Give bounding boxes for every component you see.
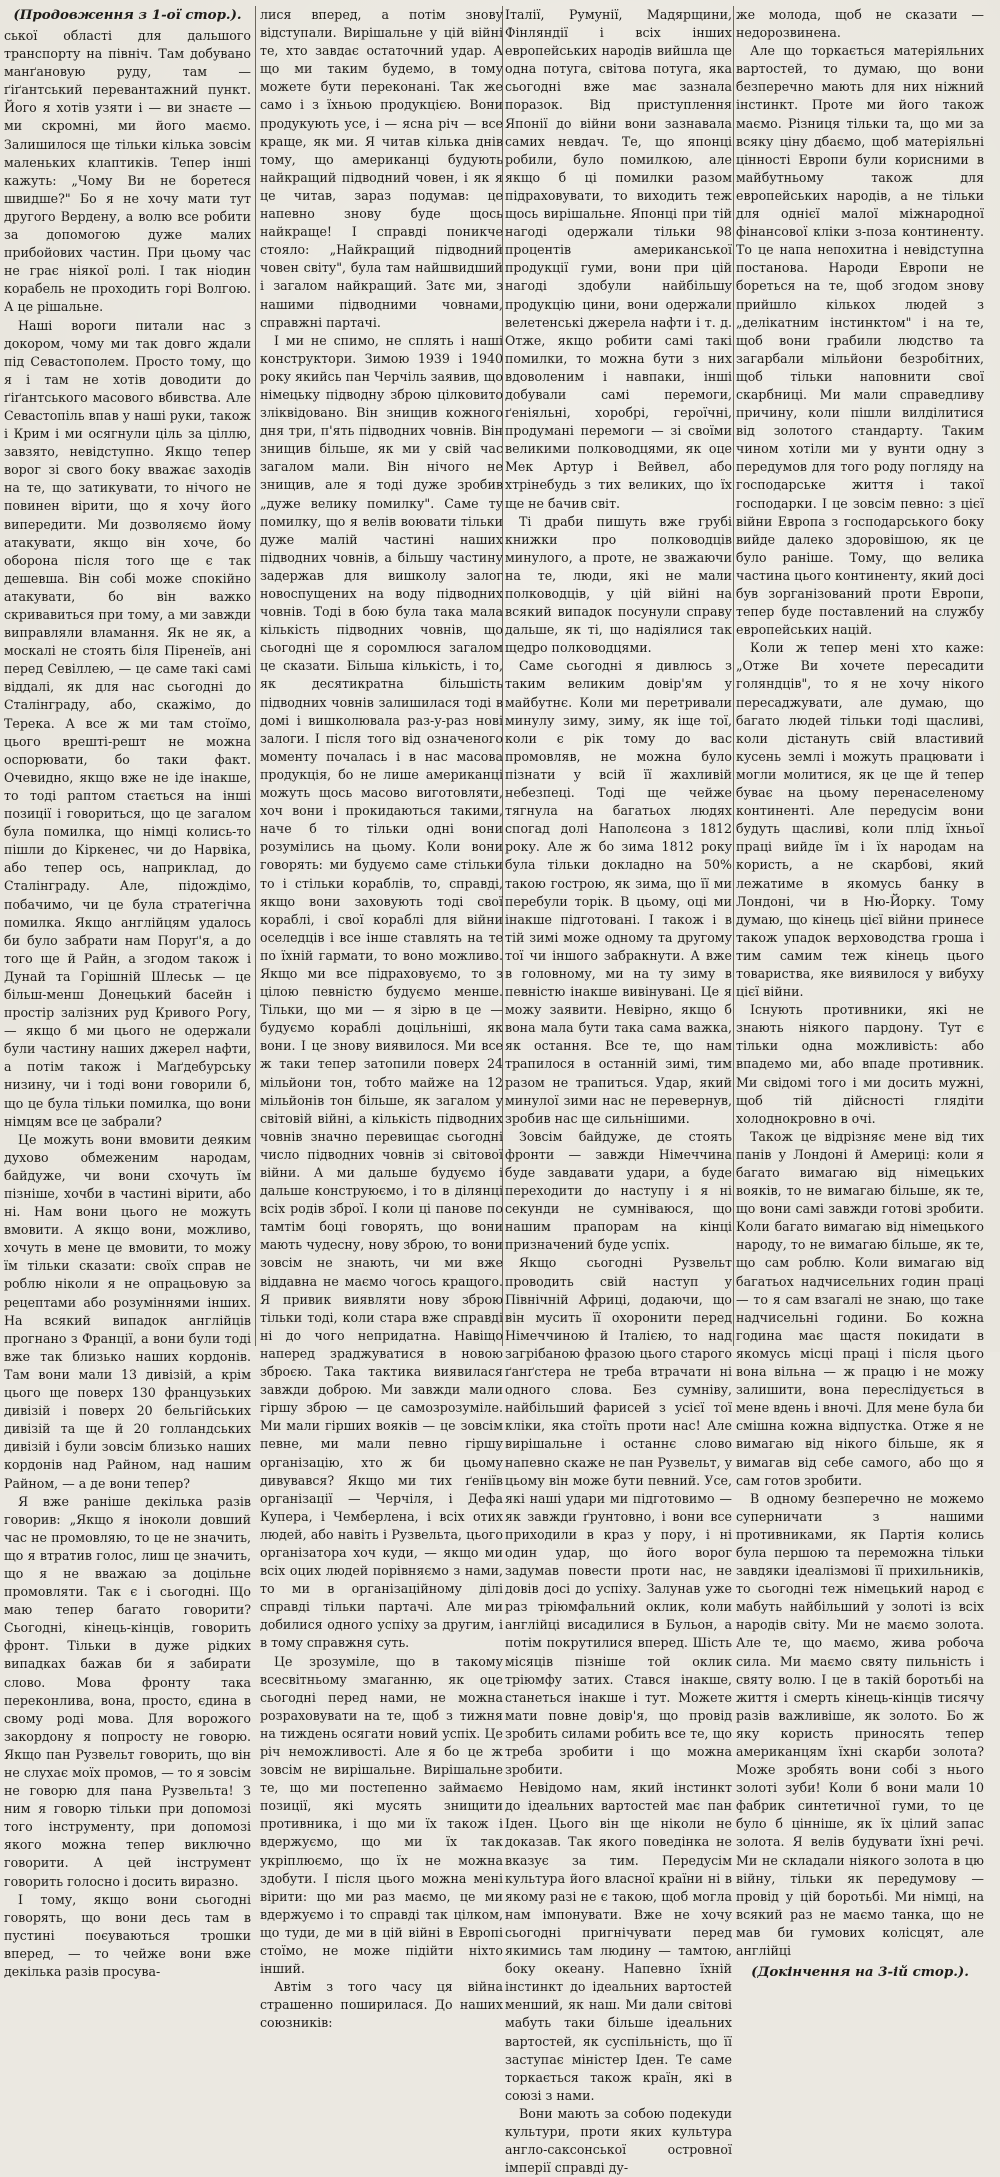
paragraph: І ми не спимо, не сплять і наші конструктори. Зимою 1939 і 1940 року якийсь пан Черчіль заявив, що німецьку підводну зброю цілковито зліквідовано. Він знищив кожного дня три, п'ять підводних човнів. Він знищив більше, як ми у свій час загалом мали. Він нічого не знищив, але я тоді дуже зробив „дуже велику помилку". Саме ту помилку, що я велів воювати тільки дуже малій частині наших підводних човнів, а більшу частину задержав для вишколу залог новоспущених на воду підводних човнів. Тоді в бою була така мала кількість підводних човнів, що сьогодні ще я соромлюся загалом це сказати. Більша кількість, і то, як десятикратна більшість підводних човнів залишилася тоді в домі і вишколювала раз-у-раз нові залоги. І після того від означеного моменту почалась і в нас масова продукція, бо не лише американці можуть щось масово виготовляти, хоч вони і прокидаються такими, наче б то тільки одні вони розумілись на цьому. Коли вони говорять: ми будуємо саме стільки то і стільки кораблів, то, справді, якщо вони заховують тоді свої кораблі, і свої кораблі для війни оселедців і все інше ставлять на те по їхній гармати, то воно можливо. Якщо ми все підраховуємо, то з цілою певністю будуємо менше. Тільки, що ми — я зірю в це — будуємо кораблі доцільніші, як вони. І це знову виявилося. Ми все ж таки тепер затопили поверх 24 мільйони тон, тобто майже на 12 мільйонів тон більше, як загалом у світовій війні, а кількість підводних човнів значно перевищає сьогодні число підводних човнів зі світової війни. А ми дальше будуємо і дальше конструюємо, і то в ділянці всіх родів зброї. І коли ці панове по тамтім боці говорять, що вони мають чудесну, нову зброю, то вони зовсім не знають, чи ми вже віддавна не маємо чогось кращого. Я привик виявляти нову зброю тільки тоді, коли стара вже справді ні до чого непридатна. Навіщо наперед зраджуватися в новою зброєю. Така тактика виявилася завжди доброю. Ми завжди мали гіршу зброю — це самозрозуміле. Ми мали гірших вояків — це зовсім певне, ми мали певно гіршу організацію, хто ж би цьому дивувався? Якщо ми тих ґеніїв організації — Черчіля, і Дефа Купера, і Чемберлена, і всіх отих людей, або навіть і Рузвельта, цього організатора хоч куди, — якщо ми всіх оцих людей порівняємо з нами, то ми в організаційному ділі справді тільки партачі. Але ми добилися одного успіху за другим, і в тому справжня суть. xyxy=(260,332,503,1651)
paragraph: Італії, Румунії, Мадярщини, Фінляндії і всіх інших европейських народів вийшла ще одна потуга, світова потуга, яка сьогодні вже має зазнала поразок. Від приступлення Японії до війни вони зазнавала самих невдач. Те, що японці робили, було помилкою, але якщо б ці помилки разом підраховувати, то виходить теж щось вирішальне. Японці при тій нагоді одержали тільки 98 процентів американської продукції гуми, вони при цій нагоді здобули найбільшу продукцію цини, вони одержали велетенські джерела нафти і т. д. Отже, якщо робити самі такі помилки, то можна бути з них вдоволеним і навпаки, інші добували самі перемоги, ґеніяльні, хоробрі, героїчні, продумані перемоги — зі своїми великими полководцями, як оце Мек Артур і Вейвел, або хтрінебудь з тих великих, що їх ще не бачив світ. xyxy=(505,7,732,511)
paragraph: Якщо сьогодні Рузвельт проводить свій наступ у Північній Африці, додаючи, що він мусить її охоронити перед Німеччиною й Італією, то над загрібаною фразою цього старого ґанґстера не треба втрачати ні одного слова. Без сумніву, найбільший фарисей з усієї тої кліки, яка стоїть проти нас! Але вирішальне і останнє слово напевно скаже не пан Рузвельт, у цьому він може бути певний. Усе, які наші удари ми підготовимо — як завжди ґрунтовно, і вони все приходили в краз у пору, і ні один удар, що його ворог задумав повести проти нас, не довів досі до успіху. Залунав уже раз тріюмфальний оклик, коли англійці висадилися в Бульон, а потім покрутилися вперед. Шість місяців пізніше той оклик тріюмфу затих. Стався інакше, станеться інакше і тут. Можете мати повне довір'я, що провід зробить силами робить все те, що треба зробити і що можна зробити. xyxy=(505,1255,732,1778)
paragraph: Зовсім байдуже, де стоять фронти — завжди Німеччина буде завдавати удари, а буде переходити до наступу і я ні секунди не сумніваюся, що нашим прапорам на кінці призначений буде успіх. xyxy=(505,1128,732,1253)
paragraph: Це можуть вони вмовити деяким духово обмеженим народам, байдуже, чи вони схочуть їм пізніше, хочби в частині вірити, або ні. Нам вони цього не можуть вмовити. А якщо вони, можливо, хочуть в мене це вмовити, то можу їм тільки сказати: своїх справ не роблю ніколи я не опрацьовую за рецептами або розуміннями інших. На всякий випадок англійців прогнано з Франції, а вони були тоді вже так близько наших кордонів. Там вони мали 13 дивізій, а крім цього ще поверх 130 французьких дивізій і поверх 20 бельгійських дивізій та ще й 20 голландських дивізій і були зовсім близько наших кордонів над Райном, над нашим Райном, — а де вони тепер? xyxy=(4,1131,251,1491)
paragraph: Автім з того часу ця війна страшенно поширилася. До наших союзників: xyxy=(260,1979,503,2031)
paragraph: В одному безперечно не можемо суперничати з нашими противниками, як Партія колись була першою та переможна тільки завдяки ідеалізмові її прихильників, то сьогодні теж німецький народ є мабуть найбільший у золоті із всіх народів світу. Ми не маємо золота. Але те, що маємо, жива робоча сила. Ми маємо святу пильність і святу волю. І це в такій боротьбі на життя і смерть кінець-кінців тисячу разів важливіше, як золото. Бо ж яку користь приносять тепер американцям їхні скарби золота? Може зробять вони собі з нього золоті зуби! Коли б вони мали 10 фабрик синтетичної гуми, то це було б цінніше, як їх цілий запас золота. Я велів будувати їхні речі. Ми не складали ніякого золота в цю війну, тільки як передумову — провід у цій боротьбі. Ми німці, на всякий раз не маємо танка, що не мав би гумових колісцят, але англійці xyxy=(736,1490,984,1959)
paragraph: Ті драби пишуть вже грубі книжки про полководців минулого, а проте, не зважаючи на те, люди, які не мали полководців, у цій війні на всякий випадок посунули справу дальше, як ті, що надіялися так щедро полководцями. xyxy=(505,513,732,656)
paragraph: Коли ж тепер мені хто каже: „Отже Ви хочете пересадити голяндців", то я не хочу нікого пересаджувати, але думаю, що багато людей тільки тоді щасливі, коли дістануть свій властивий кусень землі і можуть працювати і могли молитися, як це ще й тепер буває на цьому перенаселеному континенті. Але передусім вони будуть щасливі, коли плід їхньої праці вийде їм і їх народам на користь, а не скарбові, який лежатиме в якомусь банку в Лондоні, чи в Ню-Йорку. Тому думаю, що кінець цієї війни принесе також упадок верховодства гроша і тим самим теж кінець цього товариства, яке виявилося у вибуху цієї війни. xyxy=(736,640,984,1000)
paragraph: Я вже раніше декілька разів говорив: „Якщо я іноколи довший час не промовляю, то це не значить, що я втратив голос, лиш це значить, що я не вважаю за доцільне промовляти. Так є і сьогодні. Що маю тепер багато говорити? Сьогодні, кінець-кінців, говорить фронт. Тільки в дуже рідких випадках бажав би я забирати слово. Мова фронту така переконлива, вона, просто, єдина в свому роді мова. Для ворожого закордону я попросту не говорю. Якщо пан Рузвельт говорить, що він не слухає моїх промов, — то я зовсім не говорю для пана Рузвельта! З ним я говорю тільки при допомозі того інструменту, при допомозі якого можна тепер виключно говорити. А цей інструмент говорить голосно і досить виразно. xyxy=(4,1493,251,1889)
column-2 xyxy=(260,6,503,2031)
column-rule xyxy=(255,6,256,1346)
paragraph: же молода, щоб не сказати — недорозвинена. xyxy=(736,7,984,41)
column-1 xyxy=(4,6,251,1980)
paragraph: Це зрозуміле, що в такому всесвітньому змаганню, як оце сьогодні перед нами, не можна розраховувати на те, щоб з тижня на тиждень осягати новий успіх. Це річ неможливості. Але я бо це ж зовсім не вирішальне. Вирішальне те, що ми постепенно займаємо позиції, які мусять знищити противника, і що ми їх також і вдержуємо, що ми їх так укріплюємо, що їх не можна здобути. І після цього можна мені вірити: що ми раз маємо, це ми вдержуємо і то справді так цілком, що туди, де ми в цій війні в Европі стоїмо, не може підійти ніхто інший. xyxy=(260,1653,503,1977)
paragraph: Також це відрізняє мене від тих панів у Лондоні й Америці: коли я багато вимагаю від німецьких вояків, то не вимагаю більше, як те, що вони самі завжди готові зробити. Коли багато вимагаю від німецького народу, то не вимагаю більше, як те, що сам роблю. Коли вимагаю від багатьох надчисельних годин праці — то я сам взагалі не знаю, що таке надчисельні години. Бо кожна година має щастя покидати в якомусь місці праці і після цього вона вільна — ж працю і не можу залишити, вона переслідується в мене вдень і вночі. Для мене була би смішна кожна відпустка. Отже я не вимагаю від нікого більше, як я вимагав від себе самого, або що я сам готов зробити. xyxy=(736,1128,984,1488)
paragraph: Вони мають за собою подекуди культури, проти яких культура англо-саксонської островної імперії справді ду- xyxy=(505,2105,732,2176)
paragraph: лися вперед, а потім знову відступали. Вирішальне у цій війні те, хто завдає остаточний удар. А що ми таким будемо, в тому можете бути переконані. Так же само і з їхньою продукцією. Вони продукують усе, і — ясна річ — все краще, як ми. Я читав кілька днів тому, що американці будують найкращий підводний човен, і як я це читав, зараз подумав: це напевно знову буде щось найкраще! І справді поникче стояло: „Найкращий підводний човен світу", була там найшвидший і загалом найкращий. Затє ми, з нашими підводними човнами, справжні партачі. xyxy=(260,7,503,330)
paragraph: Наші вороги питали нас з докором, чому ми так довго ждали під Севастополем. Просто тому, що я і там не хотів доводити до ґіґантського масового вбивства. Але Севастопіль впав у наші руки, також і Крим і ми осягнули ціль за ціллю, завзято, невідступно. Якщо тепер ворог зі свого боку вважає заходів на те, що затикувати, то нічого не повинен вірити, що я хочу його випередити. Ми дозволяємо йому атакувати, якщо він хоче, бо оборона після того ще є так дешевша. Він собі може спокійно атакувати, бо він важко скривавиться при тому, а ми завжди виправляли вламання. Як не як, а москалі не стоять біля Піренеїв, ані перед Севіллею, — це саме такі самі віддалі, як для нас сьогодні до Сталінграду, або, скажімо, до Терека. А все ж ми там стоїмо, цього врешті-решт не можна оспорювати, бо таки факт. Очевидно, якщо вже не іде інакше, то тоді раптом стається на інші позиції і говориться, що це загалом була помилка, що німці колись-то пішли до Кіркенес, чи до Нарвіка, або тепер ось, наприклад, до Сталінграду. Але, підождімо, побачимо, чи це була стратегічна помилка. Якщо англійцям удалось би було забрати нам Поруґ'я, а до того ще й Райн, а згодом також і Дунай та Горішній Шлеськ — це більш-менш Донецький басейн і простір залізних руд Кривого Рогу, — якщо б ми цього не одержали були частину наших джерел нафти, а потім також і Маґдебурську низину, чи і тоді вони говорили б, що це була тільки помилка, що вони німцям все це забрали? xyxy=(4,317,251,1129)
paragraph: Саме сьогодні я дивлюсь з таким великим довір'ям у майбутнє. Коли ми перетривали минулу зиму, зиму, як іще тої, коли є рік тому до вас промовляв, не можна було пізнати у всій її жахливій небезпеці. Тоді ще чейже тягнула на багатьох людях спогад долі Наполєона з 1812 року. Але ж бо зима 1812 року була тільки докладно на 50% такою гострою, як зима, що її ми перебули торік. В цьому, оці ми інакше підготовані. І також і в тій зимі може одному та другому тої чи іншого забракнути. А вже в головному, ми на ту зиму в певністю інакше вивінувані. Це я можу заявити. Невірно, якщо б вона мала бути така сама важка, як остання. Все те, що нам трапилося в останній зимі, тим разом не трапиться. Удар, який минулої зими нас не перевернув, зробив нас ще сильнішими. xyxy=(505,658,732,1126)
continuation-footer: (Докінчення на 3-ій стор.). xyxy=(751,1964,969,1981)
paragraph: ської області для дальшого транспорту на північ. Там добувано манґановую руду, там — ґіґантський перевантажний пункт. Його я хотів узяти і — ви знаєте — ми скромні, ми його маємо. Залишилося ще тільки кілька зовсім маленьких клаптиків. Тепер інші кажуть: „Чому Ви не боретеся швидше?" Бо я не хочу мати тут другого Вердену, а волю все робити за допомогою дуже малих прибойових частин. При цьому час не грає ніякої ролі. І так ніодин корабель не проходить горі Волгою. А це рішальне. xyxy=(4,28,251,315)
paragraph: Невідомо нам, який інстинкт до ідеальних вартостей має пан Іден. Цього він ще ніколи не доказав. Так якого поведінка не вказує за тим. Передусім культура його власної країни ні в якому разі не є такою, щоб могла нам імпонувати. Вже не хочу сьогодні пригнічувати перед якимись там людину — тамтою, боку океану. Напевно їхній інстинкт до ідеальних вартостей менший, як наш. Ми дали світові мабуть таки більше ідеальних вартостей, як суспільність, що її заступає міністер Іден. Те саме торкається також країн, які в союзі з нами. xyxy=(505,1780,732,2103)
column-3 xyxy=(505,6,732,2176)
paragraph: І тому, якщо вони сьогодні говорять, що вони десь там в пустині поєуваються трошки вперед, — то чейже вони вже декілька разів просува- xyxy=(4,1891,251,1980)
column-rule xyxy=(733,6,734,1346)
paragraph: Існують противники, які не знають ніякого пардону. Тут є тільки одна можливість: або впадемо ми, або впаде противник. Ми свідомі того і ми досить мужні, щоб тій дійсності глядіти холоднокровно в очі. xyxy=(736,1002,984,1126)
column-4 xyxy=(736,6,984,1981)
continuation-header: (Продовження з 1-ої стор.). xyxy=(13,7,242,23)
paragraph: Але що торкається матеріяльних вартостей, то думаю, що вони безперечно мають для них ніжний інстинкт. Проте ми його також маємо. Різниця тільки та, що ми за всяку ціну дбаємо, щоб матеріяльні цінності Европи були корисними в майбутньому також для европейських народів, а не тільки для однієї малої міжнародної фінансової кліки з-поза континенту. То це напа непохитна і невідступна постанова. Народи Европи не бореться на те, щоб згодом знову прийшло кількох людей з „делікатним інстинктом" і на те, щоб вони грабили людство та загарбали мільйони безробітних, щоб тільки наповнити свої скарбниці. Ми мали справедливу причину, коли пішли вилділитися від золотого стандарту. Таким чином хотіли ми у вунти одну з передумов для того роду погляду на господарське життя і такої господарки. І це зовсім певно: з цієї війни Европа з господарського боку вийде далеко здоровішою, як це було раніше. Тому, що велика частина цього континенту, який досі був зорганізований проти Европи, тепер буде поставлений на службу европейських націй. xyxy=(736,43,984,638)
